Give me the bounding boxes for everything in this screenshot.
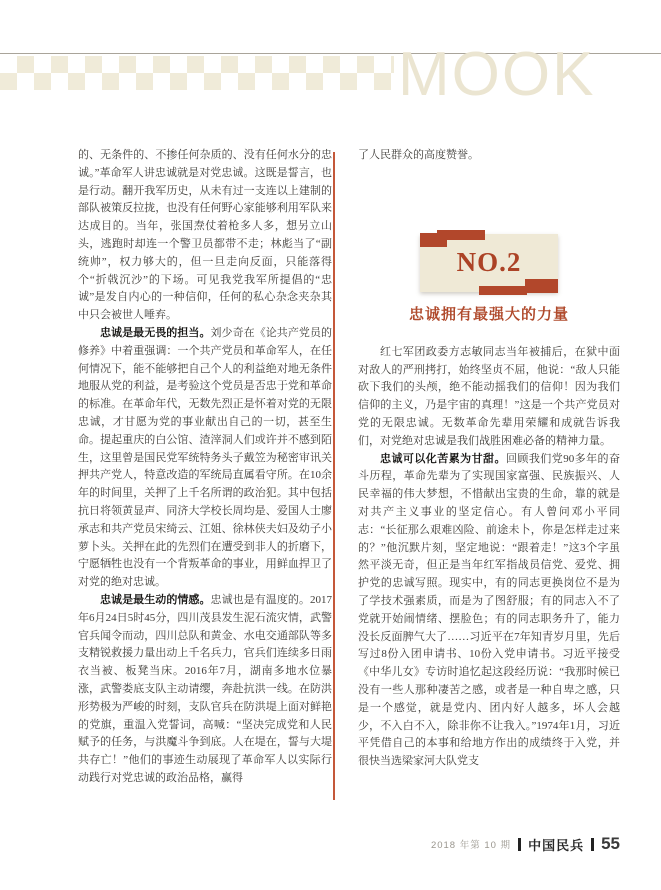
paragraph-text: 的、无条件的、不掺任何杂质的、没有任何水分的忠诚。”革命军人讲忠诚就是对党忠诚。这既是誓言，也是行动。翻开我军历史，从未有过一支连以上建制的部队被策反拉拢，也没有任何野心家能够利用军队来达成目的。当年，张国焘仗着枪多人多，想另立山头，逃跑时却连一个警卫员都带不走；林彪当了“副统帅”，权力够大的，但一旦走向反面，只能落得个“折戟沉沙”的下场。可见我党我军所提倡的“忠诚”是发自内心的一种信仰，任何的私心杂念夹杂其中只会被世人唾弃。 [78,149,332,322]
paragraph-lead: 忠诚可以化苦累为甘甜。 [380,452,506,465]
badge-corner-ornament [479,286,527,295]
badge-corner-ornament [420,233,447,247]
paragraph [358,451,620,771]
paragraph-text: 红七军团政委方志敏同志当年被捕后，在狱中面对敌人的严刑拷打，始终坚贞不屈，他说：“敌人只能砍下我们的头颅，绝不能动摇我们的信仰！因为我们信仰的主义，乃是宇宙的真理！”这是一个共产党员对党的无限忠诚。无数革命先辈用荣耀和成就告诉我们，对党绝对忠诚是我们战胜困难必备的精神力量。 [358,345,620,447]
paragraph [78,592,332,788]
checkerboard-pattern [0,56,394,90]
no2-badge-box [420,234,558,292]
page-footer [431,835,620,853]
paragraph-text: 回顾我们党90多年的奋斗历程，革命先辈为了实现国家富强、民族振兴、人民幸福的伟大梦想，不惜献出宝贵的生命，靠的就是对共产主义事业的坚定信心。有人曾问邓小平同志：“长征那么艰难凶险、前途未卜，你是怎样走过来的？”他沉默片刻，坚定地说：“跟着走！”这3个字虽然平淡无奇，但正是当年红军指战员信党、爱党、拥护党的忠诚写照。现实中，有的同志更换岗位不是为了学技术强素质，而是为了图舒服；有的同志入不了党就开始闹情绪、摆脸色；有的同志职务升了，能力没长反面脾气大了……习近平在7年知青岁月里，先后写过8份入团申请书、10份入党申请书。习近平接受《中华儿女》专访时追忆起这段经历说：“我那时候已没有一些人那种凄苦之感，或者是一种自卑之感，只是一个感觉，就是党内、团内好人越多，坏人会越少，不入白不入，除非你不让我入。”1974年1月，习近平凭借自己的本事和给地方作出的成绩终于入党，并很快当选梁家河大队党支 [358,452,621,768]
footer-issue: 2018 年第 10 期 [430,840,512,851]
footer-separator [518,838,521,851]
paragraph-text: 刘少奇在《论共产党员的修养》中着重强调：一个共产党员和革命军人，在任何情况下，能不能够把自己个人的利益绝对地无条件地服从党的利益，是考验这个党员是否忠于党和革命的标准。在革命年代，无数先烈正是怀着对党的无限忠诚，才甘愿为党的事业献出自己的一切，甚至生命。提起重庆的白公馆、渣滓洞人们或许并不感到陌生，这里曾是国民党军统特务头子戴笠为秘密审讯关押共产党人，特意改造的军统局直属看守所。在10余年的时间里，关押了上千名所谓的政治犯。其中包括抗日将领黄显声、同济大学校长周均是、爱国人士廖承志和共产党员宋绮云、江姐、徐林侠夫妇及幼子小萝卜头。关押在此的先烈们在遭受到非人的折磨下，宁愿牺牲也没有一个背叛革命的事业，用鲜血捍卫了对党的绝对忠诚。 [78,326,332,589]
column-divider [333,152,335,800]
right-column [358,147,620,771]
section-title: 忠诚拥有最强大的力量 [408,305,569,323]
paragraph [358,147,620,165]
footer-page-number: 55 [601,834,620,853]
left-column [78,147,332,788]
badge-corner-ornament [525,279,558,293]
footer-magazine-name: 中国民兵 [528,837,585,853]
paragraph [358,344,620,451]
paragraph-text: 了人民群众的高度赞誉。 [358,149,479,161]
paragraph [78,325,332,592]
paragraph-lead: 忠诚是最无畏的担当。 [100,326,211,339]
masthead-logo: MOOK [398,40,596,109]
paragraph-lead: 忠诚是最生动的情感。 [100,593,211,606]
footer-separator [591,838,594,851]
paragraph-text: 忠诚也是有温度的。2017年6月24日5时45分，四川茂县发生泥石流灾情，武警官兵闻令而动，四川总队和黄金、水电交通部队等多支精锐救援力量出动上千名兵力，官兵们连续多日雨衣当被、板凳当床。2016年7月，湖南多地水位暴涨，武警娄底支队主动请缨，奔赴抗洪一线。在防洪形势极为严峻的时刻，支队官兵在防洪堤上面对鲜艳的党旗，重温入党誓词，高喊：“坚决完成党和人民赋予的任务，与洪魔斗争到底。人在堤在，誓与大堤共存亡！”他们的事迹生动展现了革命军人以实际行动践行对党忠诚的政治品格，赢得 [78,593,333,784]
badge-number: NO.2 [456,246,522,277]
section-badge [374,234,604,324]
paragraph [78,147,332,325]
